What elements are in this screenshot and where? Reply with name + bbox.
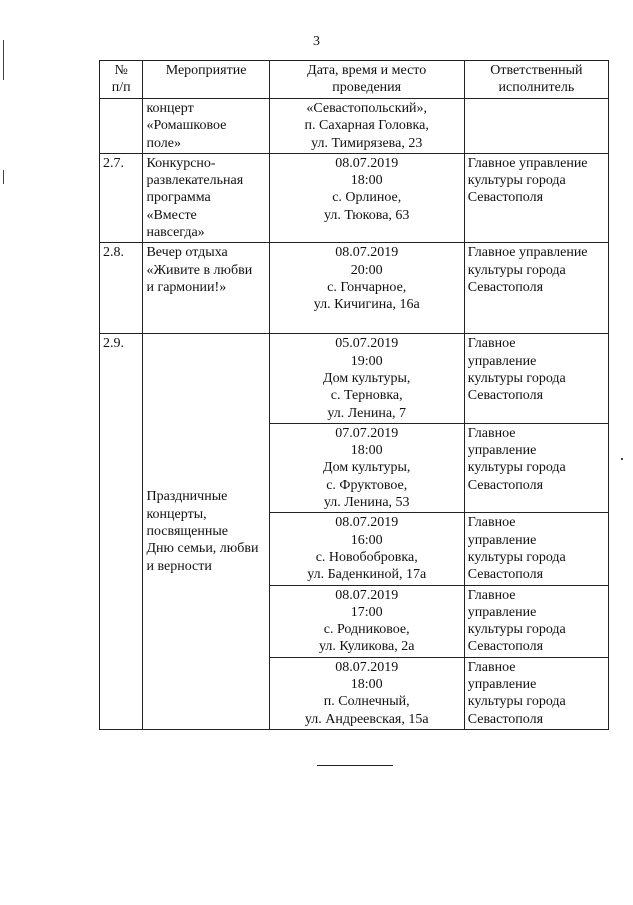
cell-text-line: 08.07.2019 [335, 515, 399, 531]
cell-text-line: 18:00 [350, 173, 383, 189]
cell-text-line: Главное [467, 336, 516, 352]
event-cell [143, 243, 269, 334]
place-cell [269, 334, 464, 423]
cell-text-line: культуры города [467, 694, 566, 710]
cell-text-line: управление [467, 677, 537, 693]
cell-text-line: ул. Тюкова, 63 [324, 207, 410, 223]
cell-text-line: исполнитель [498, 80, 575, 96]
row-number: 2.8. [100, 243, 143, 334]
cell-text-line: ул. Андреевская, 15а [304, 711, 429, 727]
cell-text-line: Севастополя [467, 567, 544, 583]
cell-text-line: культуры города [467, 370, 566, 386]
cell-text-line: Ответственный [490, 63, 583, 78]
cell-text-line: 05.07.2019 [335, 336, 399, 352]
cell-text-line: Главное [467, 515, 516, 531]
cell-text-line: 17:00 [350, 604, 383, 620]
page-number: 3 [313, 34, 320, 49]
cell-text-line: Дом культуры, [323, 460, 411, 476]
row-number: 2.9. [100, 334, 143, 730]
events-table [99, 60, 609, 730]
cell-text-line: развлекательная [146, 173, 244, 189]
cell-text-line: с. Фруктовое, [326, 477, 408, 493]
cell-text-line: культуры города [467, 549, 566, 565]
cell-text-line: и верности [146, 558, 212, 574]
cell-text-line: с. Родниковое, [323, 622, 410, 638]
cell-text-line: с. Гончарное, [327, 279, 407, 295]
cell-text-line: 07.07.2019 [335, 425, 399, 441]
cell-text-line: ул. Куликова, 2а [318, 639, 415, 655]
cell-text-line: Севастополя [467, 477, 544, 493]
place-cell [269, 243, 464, 334]
cell-text-line: программа [146, 190, 211, 206]
header-responsible [464, 61, 608, 99]
cell-text-line: 08.07.2019 [335, 587, 399, 603]
cell-text-line: ул. Ленина, 7 [327, 405, 407, 421]
header-event [143, 61, 269, 99]
header-place [269, 61, 464, 99]
responsible-cell [464, 153, 608, 242]
cell-text-line: Главное [467, 425, 516, 441]
responsible-cell [464, 423, 608, 512]
cell-text-line: культуры города [467, 173, 566, 189]
cell-text-line: 18:00 [350, 677, 383, 693]
cell-text-line: концерты, [146, 506, 207, 522]
responsible-cell [464, 243, 608, 334]
cell-text-line: 18:00 [350, 443, 383, 459]
cell-text-line: Севастополя [467, 279, 544, 295]
cell-text-line: управление [467, 532, 537, 548]
cell-text-line: ул. Тимирязева, 23 [311, 135, 423, 151]
cell-text-line: «Ромашковое [146, 118, 227, 134]
place-cell [269, 585, 464, 657]
cell-text-line: Дата, время и место [307, 63, 427, 78]
cell-text-line: Севастополя [467, 639, 544, 655]
cell-text-line: посвященные [146, 523, 228, 539]
cell-text-line: навсегда» [146, 225, 205, 241]
cell-text-line: 16:00 [350, 532, 383, 548]
place-cell [269, 99, 464, 154]
event-cell [143, 153, 269, 242]
cell-text-line: № [114, 63, 128, 78]
cell-text-line: Главное [467, 587, 516, 603]
binding-mark [3, 170, 4, 184]
cell-text-line: Праздничные [146, 489, 228, 505]
cell-text-line: «Севастопольский», [306, 101, 428, 116]
table-row [100, 334, 609, 423]
cell-text-line: Главное управление [467, 245, 588, 261]
responsible-cell [464, 657, 608, 729]
cell-text-line: п. Солнечный, [323, 694, 410, 710]
cell-text-line: «Вместе [146, 207, 197, 223]
place-cell [269, 513, 464, 585]
binding-mark [3, 40, 4, 80]
cell-text-line: Главное [467, 659, 516, 675]
cell-text-line: проведения [332, 80, 402, 96]
table-row [100, 243, 609, 334]
cell-text-line: ул. Ленина, 53 [323, 495, 410, 511]
place-cell [269, 423, 464, 512]
cell-text-line: «Живите в любви [146, 262, 253, 278]
cell-text-line: с. Новобобровка, [315, 549, 418, 565]
cell-text-line: управление [467, 604, 537, 620]
cell-text-line: культуры города [467, 622, 566, 638]
place-cell [269, 153, 464, 242]
cell-text-line: Конкурсно- [146, 155, 216, 171]
cell-text-line: поле» [146, 135, 181, 151]
cell-text-line: управление [467, 353, 537, 369]
responsible-cell [464, 99, 608, 154]
row-number: 2.7. [100, 153, 143, 242]
table-row [100, 99, 609, 154]
cell-text-line: управление [467, 443, 537, 459]
cell-text-line: и гармонии!» [146, 279, 227, 295]
header-number [100, 61, 143, 99]
table-row [100, 153, 609, 242]
cell-text-line: Дню семьи, любви [146, 541, 259, 557]
cell-text-line: Главное управление [467, 155, 588, 171]
cell-text-line: культуры города [467, 262, 566, 278]
scan-speck [621, 458, 623, 460]
responsible-cell [464, 513, 608, 585]
cell-text-line: Севастополя [467, 711, 544, 727]
cell-text-line: 08.07.2019 [335, 155, 399, 171]
event-cell [143, 99, 269, 154]
cell-text-line: Севастополя [467, 388, 544, 404]
cell-text-line: 08.07.2019 [335, 245, 399, 261]
cell-text-line: п. Сахарная Головка, [304, 118, 429, 134]
cell-text-line: с. Терновка, [330, 388, 403, 404]
cell-text-line: культуры города [467, 460, 566, 476]
cell-text-line: 20:00 [350, 262, 383, 278]
event-cell [143, 334, 269, 730]
cell-text-line: концерт [146, 101, 194, 116]
place-cell [269, 657, 464, 729]
cell-text-line: 08.07.2019 [335, 659, 399, 675]
cell-text-line: Севастополя [467, 190, 544, 206]
cell-text-line: п/п [111, 80, 131, 96]
responsible-cell [464, 334, 608, 423]
table-header-row [100, 61, 609, 99]
footer-divider [317, 765, 393, 766]
row-number [100, 99, 143, 154]
cell-text-line: Мероприятие [165, 63, 247, 78]
cell-text-line: Дом культуры, [323, 370, 411, 386]
responsible-cell [464, 585, 608, 657]
cell-text-line: ул. Баденкиной, 17а [307, 567, 427, 583]
cell-text-line: Вечер отдыха [146, 245, 228, 261]
cell-text-line: 19:00 [350, 353, 383, 369]
cell-text-line: ул. Кичигина, 16а [313, 297, 420, 313]
cell-text-line: с. Орлиное, [332, 190, 402, 206]
